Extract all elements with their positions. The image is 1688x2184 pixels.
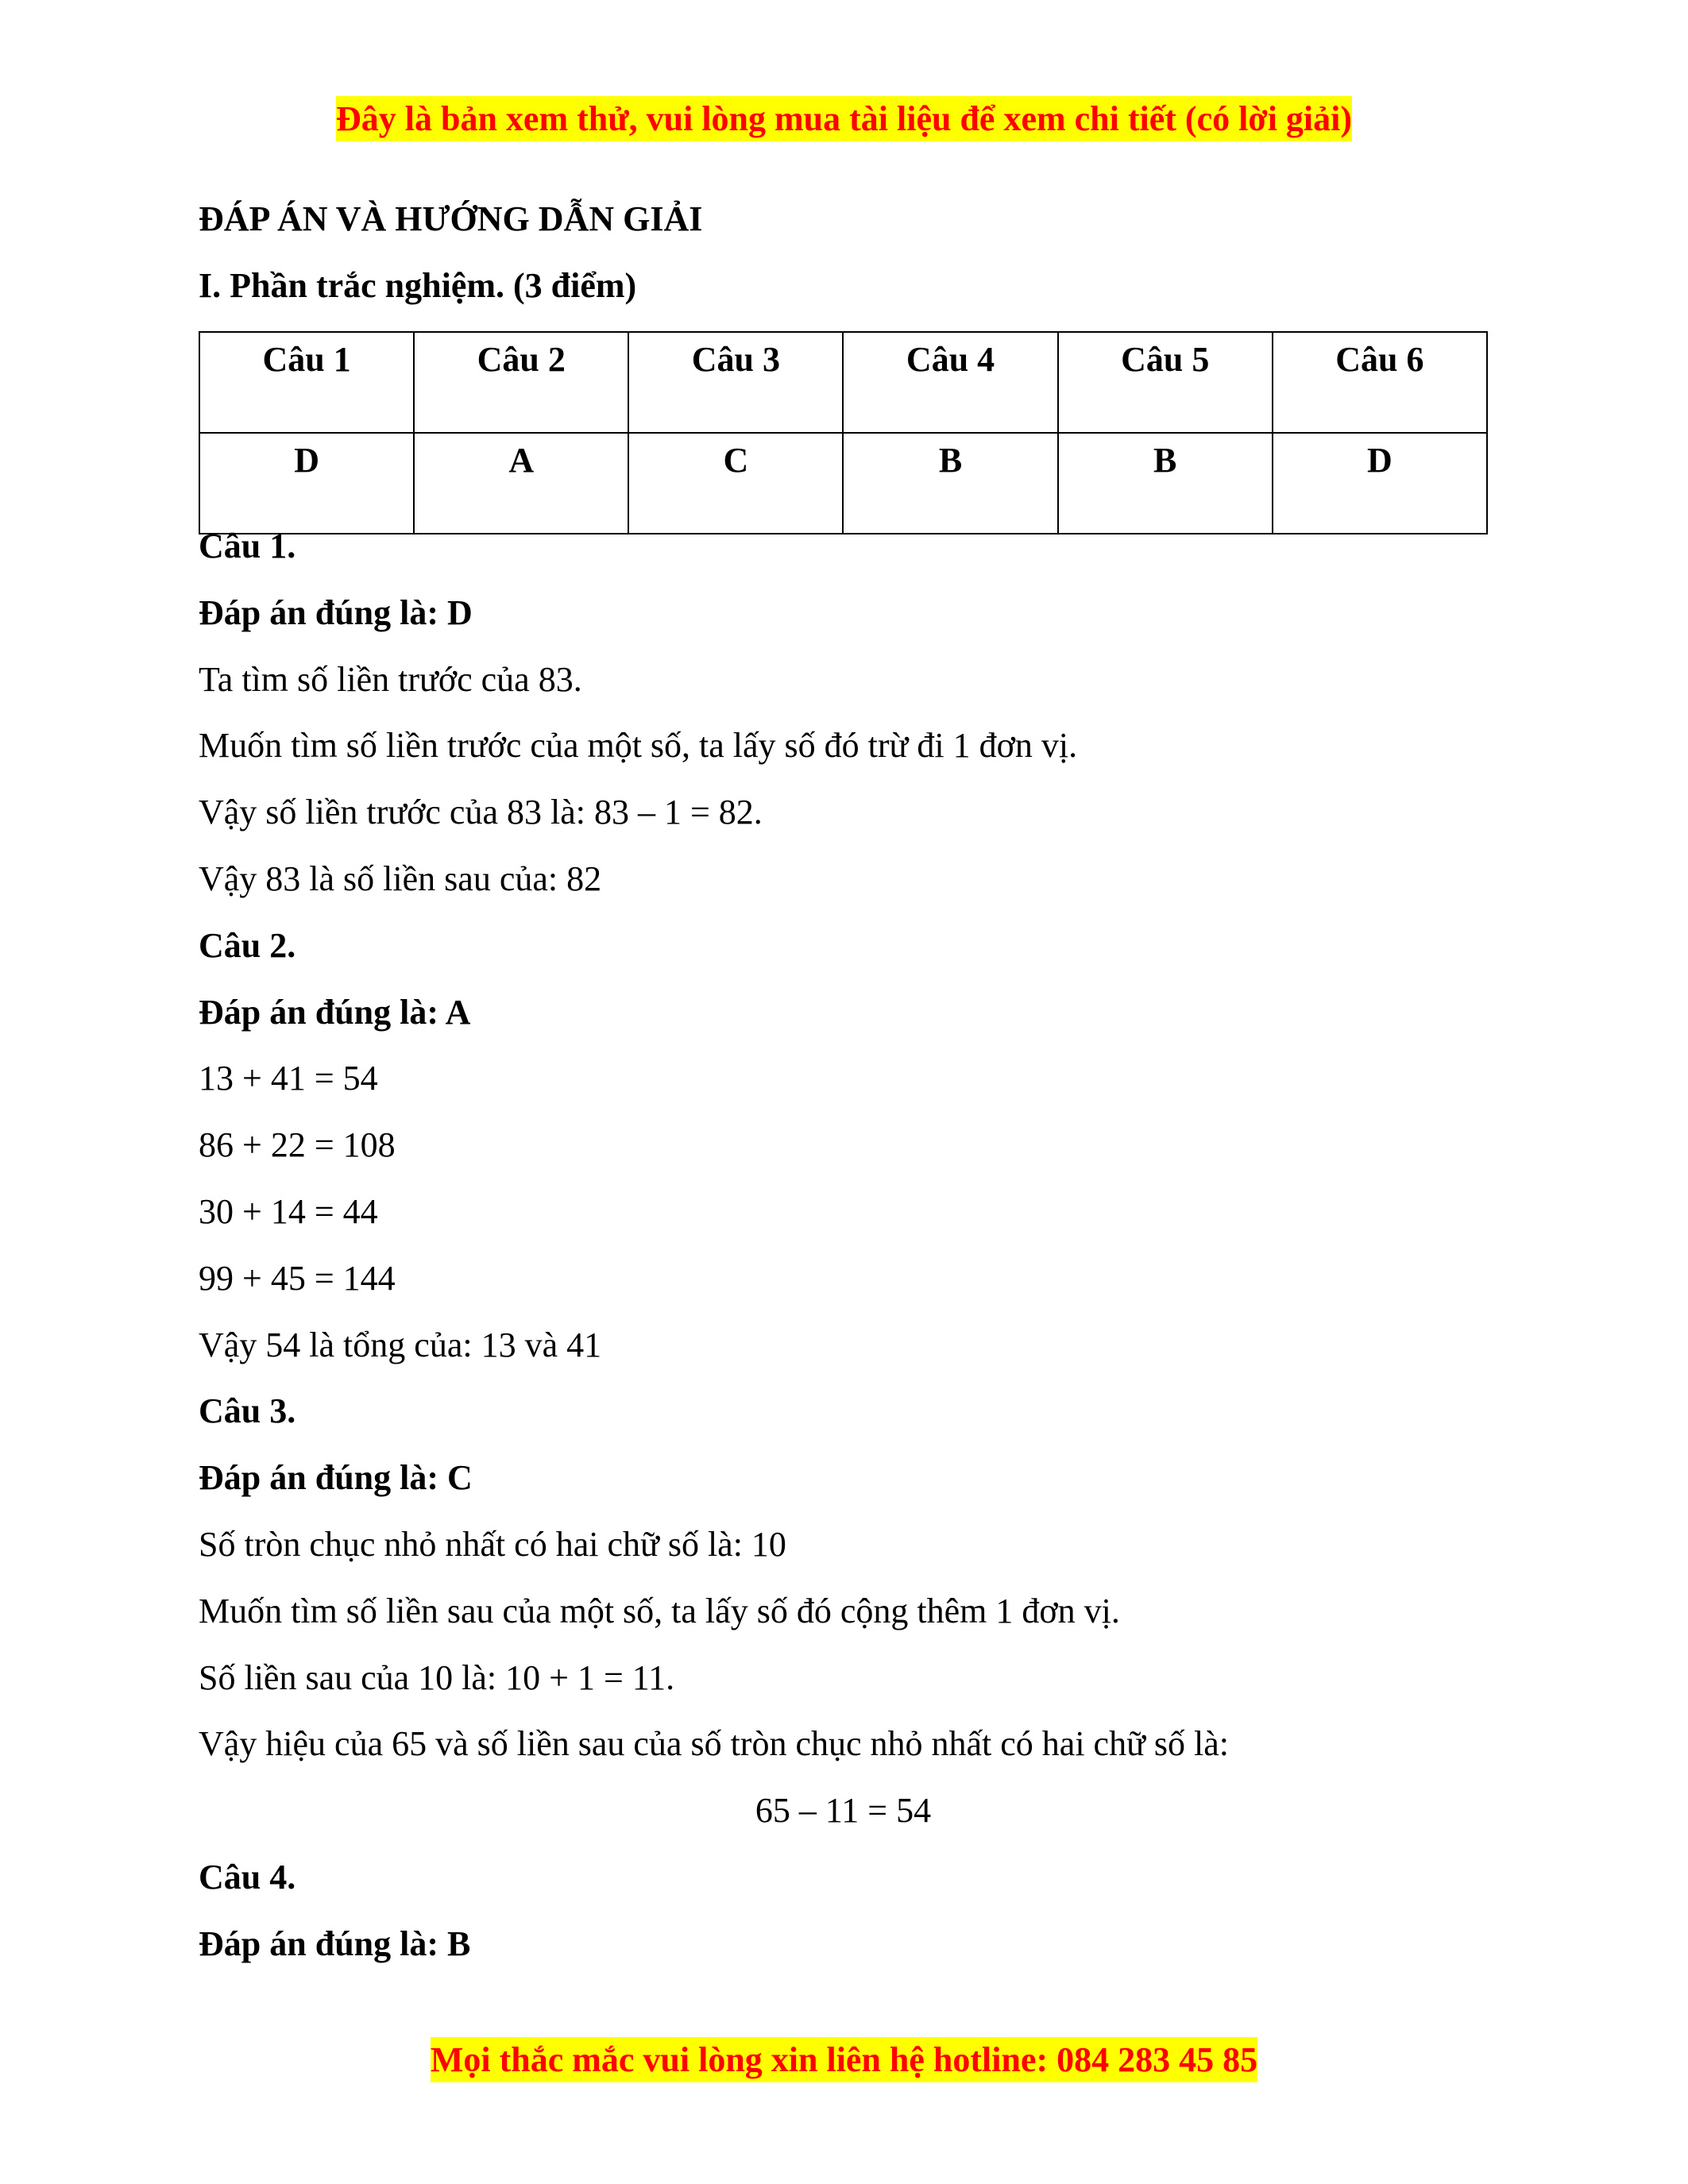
solution-line: Vậy 83 là số liền sau của: 82 (199, 859, 602, 898)
table-header-cell: Câu 4 (843, 332, 1057, 433)
table-header-cell: Câu 6 (1273, 332, 1487, 433)
solution-heading: Câu 4. (199, 1857, 296, 1897)
solution-line: Số liền sau của 10 là: 10 + 1 = 11. (199, 1657, 675, 1697)
solution-heading: Câu 3. (199, 1391, 296, 1431)
answer-cell: A (414, 433, 628, 534)
solution-heading: Câu 2. (199, 925, 296, 965)
table-header-cell: Câu 2 (414, 332, 628, 433)
preview-banner-text: Đây là bản xem thử, vui lòng mua tài liệu để xem chi tiết (có lời giải) (336, 96, 1352, 141)
section-heading: I. Phần trắc nghiệm. (3 điểm) (199, 266, 637, 305)
table-header-cell: Câu 3 (628, 332, 843, 433)
answer-cell: C (628, 433, 843, 534)
solution-line: 65 – 11 = 54 (755, 1791, 932, 1831)
solution-line: Muốn tìm số liền trước của một số, ta lấy số đó trừ đi 1 đơn vị. (199, 726, 1078, 766)
solution-line: Muốn tìm số liền sau của một số, ta lấy số đó cộng thêm 1 đơn vị. (199, 1591, 1120, 1630)
solution-line: Vậy hiệu của 65 và số liền sau của số tròn chục nhỏ nhất có hai chữ số là: (199, 1724, 1230, 1764)
solution-line: Ta tìm số liền trước của 83. (199, 659, 582, 699)
solution-line: 30 + 14 = 44 (199, 1191, 378, 1231)
solution-body (199, 513, 1488, 1978)
solution-line: 99 + 45 = 144 (199, 1258, 396, 1298)
table-header-cell: Câu 5 (1058, 332, 1273, 433)
answer-cell: B (843, 433, 1057, 534)
solution-line: Số tròn chục nhỏ nhất có hai chữ số là: 10 (199, 1524, 786, 1564)
solution-line: 13 + 41 = 54 (199, 1059, 378, 1098)
answer-cell: D (1273, 433, 1487, 534)
preview-banner (0, 98, 1688, 139)
solution-heading: Đáp án đúng là: D (199, 592, 473, 632)
solution-line: Vậy 54 là tổng của: 13 và 41 (199, 1325, 602, 1364)
solution-heading: Đáp án đúng là: A (199, 992, 471, 1032)
page-title: ĐÁP ÁN VÀ HƯỚNG DẪN GIẢI (199, 199, 703, 238)
answer-cell: B (1058, 433, 1273, 534)
solution-line: 86 + 22 = 108 (199, 1125, 396, 1165)
answer-table-header-row (199, 332, 1487, 433)
solution-heading: Câu 1. (199, 527, 296, 565)
solution-heading: Đáp án đúng là: B (199, 1924, 471, 1963)
table-header-cell: Câu 1 (199, 332, 414, 433)
solution-heading: Đáp án đúng là: C (199, 1458, 473, 1498)
hotline-footer (0, 2039, 1688, 2080)
answer-cell: D (199, 433, 414, 534)
solution-line: Vậy số liền trước của 83 là: 83 – 1 = 82. (199, 793, 763, 832)
hotline-text: Mọi thắc mắc vui lòng xin liên hệ hotline: 084 283 45 85 (431, 2037, 1257, 2082)
answer-table (199, 331, 1488, 534)
